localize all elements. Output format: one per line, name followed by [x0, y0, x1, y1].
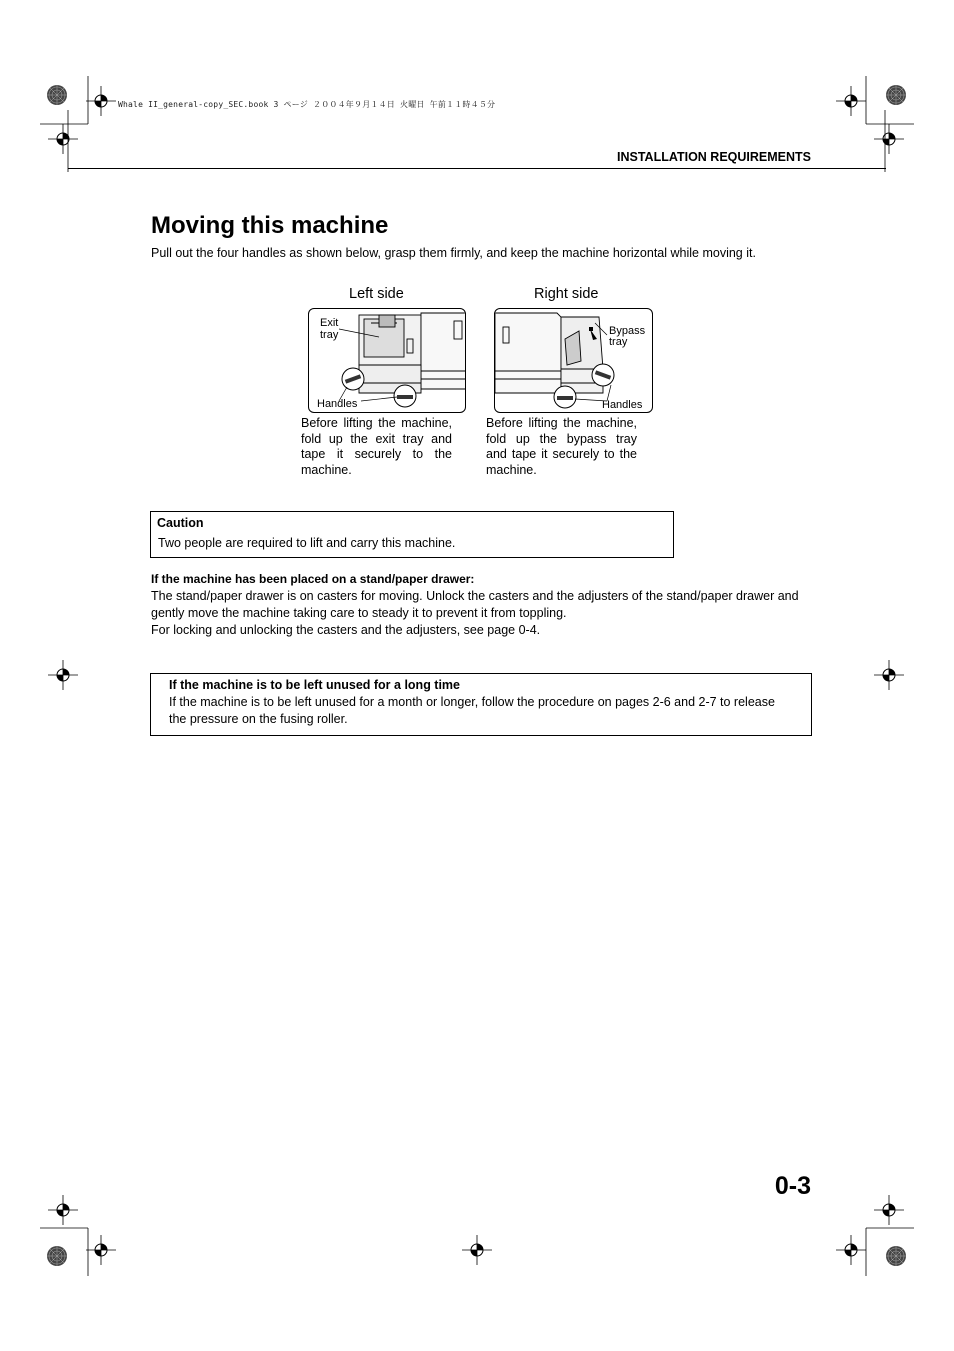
left-caption-line: Before lifting the machine, — [301, 416, 452, 430]
stand-heading: If the machine has been placed on a stand/paper drawer: — [151, 572, 475, 586]
note-text-line: If the machine is to be left unused for a month or longer, follow the procedure on pages 2-6 and 2-7 to release — [169, 695, 775, 709]
caution-title: Caution — [157, 516, 204, 530]
intro-text: Pull out the four handles as shown below, grasp them firmly, and keep the machine horizontal while moving it. — [151, 246, 756, 260]
note-text-line: the pressure on the fusing roller. — [169, 712, 348, 726]
right-side-illustration — [494, 308, 653, 413]
exit-tray-label-line1: Exit — [320, 317, 339, 329]
section-header: INSTALLATION REQUIREMENTS — [617, 150, 811, 164]
print-stamp: Whale II_general-copy_SEC.book 3 ページ ２００４年９月１４日 火曜日 午前１１時４５分 — [118, 100, 496, 109]
right-side-title: Right side — [534, 286, 599, 302]
note-title: If the machine is to be left unused for a long time — [169, 678, 461, 692]
header-rule — [68, 168, 886, 169]
left-side-illustration — [308, 308, 466, 413]
stand-text-line: The stand/paper drawer is on casters for moving. Unlock the casters and the adjusters of the stand/paper drawer and — [151, 589, 799, 603]
caution-text: Two people are required to lift and carry this machine. — [158, 536, 456, 550]
right-caption-line: fold up the bypass tray — [486, 431, 637, 446]
right-caption-line: and tape it securely to the — [486, 447, 637, 462]
handles-label-left: Handles — [317, 398, 358, 410]
right-caption-line: machine. — [486, 462, 537, 477]
page-number: 0-3 — [774, 1172, 811, 1200]
right-caption — [486, 416, 637, 478]
caution-box — [150, 511, 674, 558]
bypass-tray-label-line2: tray — [609, 336, 628, 348]
left-caption — [301, 416, 452, 478]
exit-tray-label-line2: tray — [320, 329, 339, 341]
left-side-title: Left side — [349, 286, 404, 302]
left-caption-line: machine. — [301, 462, 352, 477]
handles-label-right: Handles — [602, 399, 643, 411]
bypass-tray-label-line1: Bypass — [609, 325, 646, 337]
stand-text-line: gently move the machine taking care to steady it to prevent it from toppling. — [151, 606, 567, 620]
right-caption-line: Before lifting the machine, — [486, 416, 637, 430]
left-caption-line: tape it securely to the — [301, 447, 452, 462]
page-title: Moving this machine — [151, 212, 389, 239]
left-caption-line: fold up the exit tray and — [301, 431, 452, 446]
stand-text-line: For locking and unlocking the casters and the adjusters, see page 0-4. — [151, 623, 541, 637]
